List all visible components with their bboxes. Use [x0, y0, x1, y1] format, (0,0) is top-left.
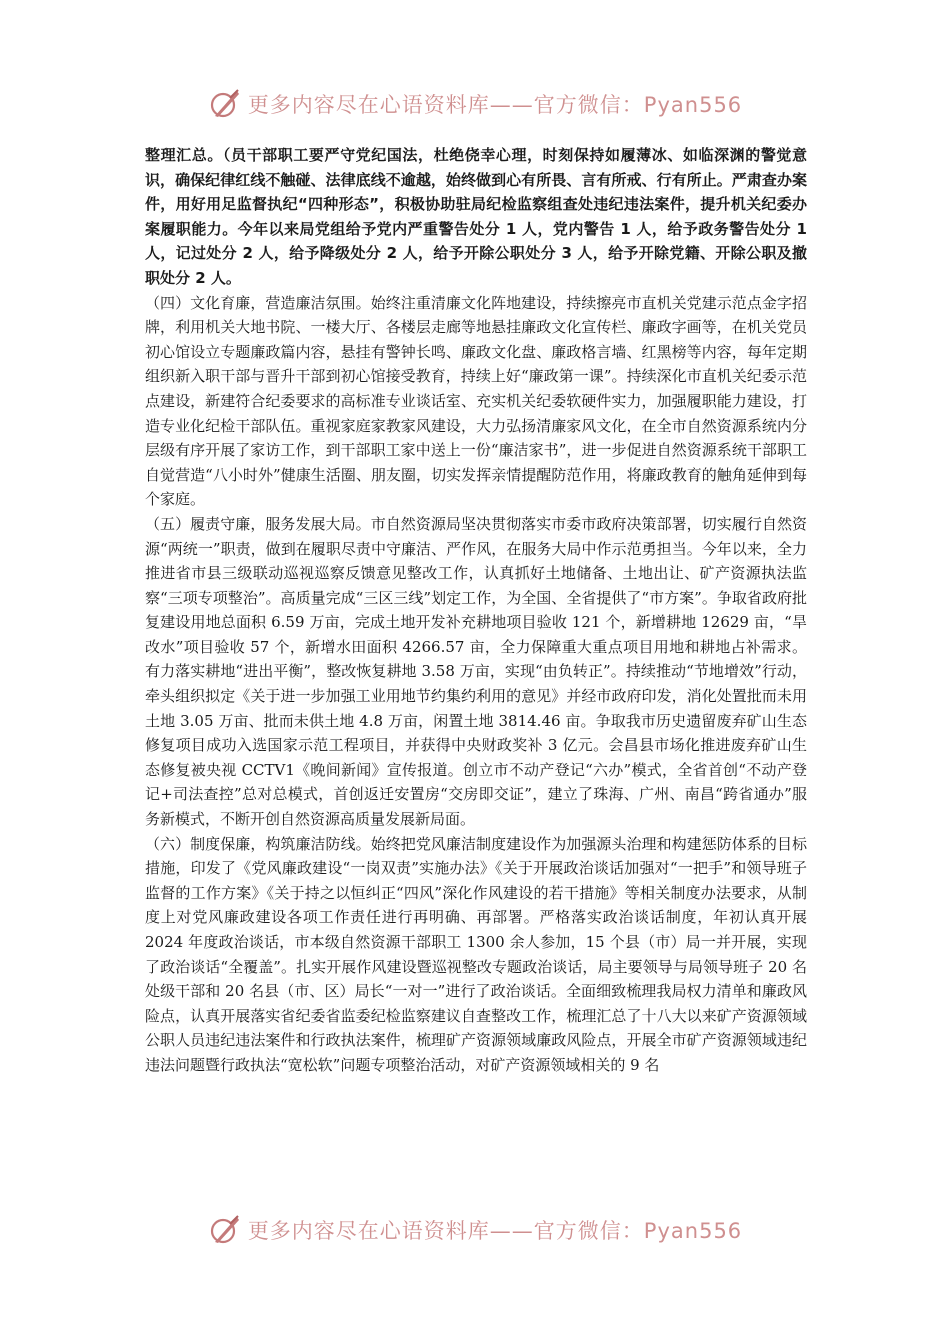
paragraph-discipline-summary: 整理汇总。（员干部职工要严守党纪国法，杜绝侥幸心理，时刻保持如履薄冰、如临深渊的警觉意识，确保纪律红线不触碰、法律底线不逾越，始终做到心有所畏、言有所戒、行有所止。严肃查办案件，用好用足监督执纪“四种形态”，积极协助驻局纪检监察组查处违纪违法案件，提升机关纪委办案履职能力。今年以来局党组给予党内严重警告处分 1 人，党内警告 1 人，给予政务警告处分 1 人，记过处分 2 人，给予降级处分 2 人，给予开除公职处分 3 人，给予开除党籍、开除公职及撤职处分 2 人。: [145, 146, 807, 287]
footer-watermark-banner: [0, 1208, 950, 1252]
quill-pen-logo-icon: [208, 1212, 244, 1248]
document-body: [145, 143, 807, 1078]
watermark-text: 更多内容尽在心语资料库——官方微信：Pyan556: [247, 1219, 743, 1243]
paragraph-section-5-duty: （五）履责守廉，服务发展大局。市自然资源局坚决贯彻落实市委市政府决策部署，切实履行自然资源“两统一”职责，做到在履职尽责中守廉洁、严作风，在服务大局中作示范勇担当。今年以来，全力推进省市县三级联动巡视巡察反馈意见整改工作，认真抓好土地储备、土地出让、矿产资源执法监察“三项专项整治”。高质量完成“三区三线”划定工作，为全国、全省提供了“市方案”。争取省政府批复建设用地总面积 6.59 万亩，完成土地开发补充耕地项目验收 121 个，新增耕地 12629 亩，“旱改水”项目验收 57 个，新增水田面积 4266.57 亩，全力保障重大重点项目用地和耕地占补需求。有力落实耕地“进出平衡”，整改恢复耕地 3.58 万亩，实现“由负转正”。持续推动“节地增效”行动，牵头组织拟定《关于进一步加强工业用地节约集约利用的意见》并经市政府印发，消化处置批而未用土地 3.05 万亩、批而未供土地 4.8 万亩，闲置土地 3814.46 亩。争取我市历史遗留废弃矿山生态修复项目成功入选国家示范工程项目，并获得中央财政奖补 3 亿元。会昌县市场化推进废弃矿山生态修复被央视 CCTV1《晚间新闻》宣传报道。创立市不动产登记“六办”模式，全省首创“不动产登记+司法查控”总对总模式，首创返迁安置房“交房即交证”，建立了珠海、广州、南昌“跨省通办”服务新模式，不断开创自然资源高质量发展新局面。: [145, 514, 807, 829]
paragraph-section-4-culture: （四）文化育廉，营造廉洁氛围。始终注重清廉文化阵地建设，持续擦亮市直机关党建示范点金字招牌，利用机关大地书院、一楼大厅、各楼层走廊等地悬挂廉政文化宣传栏、廉政字画等，在机关党员初心馆设立专题廉政篇内容，悬挂有警钟长鸣、廉政文化盘、廉政格言墙、红黑榜等内容，每年定期组织新入职干部与晋升干部到初心馆接受教育，持续上好“廉政第一课”。持续深化市直机关纪委示范点建设，新建符合纪委要求的高标准专业谈话室、充实机关纪委软硬件实力，加强履职能力建设，打造专业化纪检干部队伍。重视家庭家教家风建设，大力弘扬清廉家风文化，在全市自然资源系统内分层级有序开展了家访工作，到干部职工家中送上一份“廉洁家书”，进一步促进自然资源系统干部职工自觉营造“八小时外”健康生活圈、朋友圈，切实发挥亲情提醒防范作用，将廉政教育的触角延伸到每个家庭。: [145, 293, 807, 509]
quill-pen-logo-icon: [208, 86, 244, 122]
watermark-text: 更多内容尽在心语资料库——官方微信：Pyan556: [247, 93, 743, 117]
header-watermark-banner: [0, 82, 950, 126]
paragraph-section-6-system: （六）制度保廉，构筑廉洁防线。始终把党风廉洁制度建设作为加强源头治理和构建惩防体系的目标措施，印发了《党风廉政建设“一岗双责”实施办法》《关于开展政治谈话加强对“一把手”和领导班子监督的工作方案》《关于持之以恒纠正“四风”深化作风建设的若干措施》等相关制度办法要求，从制度上对党风廉政建设各项工作责任进行再明确、再部署。严格落实政治谈话制度，年初认真开展 2024 年度政治谈话，市本级自然资源干部职工 1300 余人参加，15 个县（市）局一并开展，实现了政治谈话“全覆盖”。扎实开展作风建设暨巡视整改专题政治谈话，局主要领导与局领导班子 20 名处级干部和 20 名县（市、区）局长“一对一”进行了政治谈话。全面细致梳理我局权力清单和廉政风险点，认真开展落实省纪委省监委纪检监察建议自查整改工作，梳理汇总了十八大以来矿产资源领域公职人员违纪违法案件和行政执法案件，梳理矿产资源领域廉政风险点，开展全市矿产资源领域违纪违法问题暨行政执法“宽松软”问题专项整治活动，对矿产资源领域相关的 9 名: [145, 834, 807, 1074]
